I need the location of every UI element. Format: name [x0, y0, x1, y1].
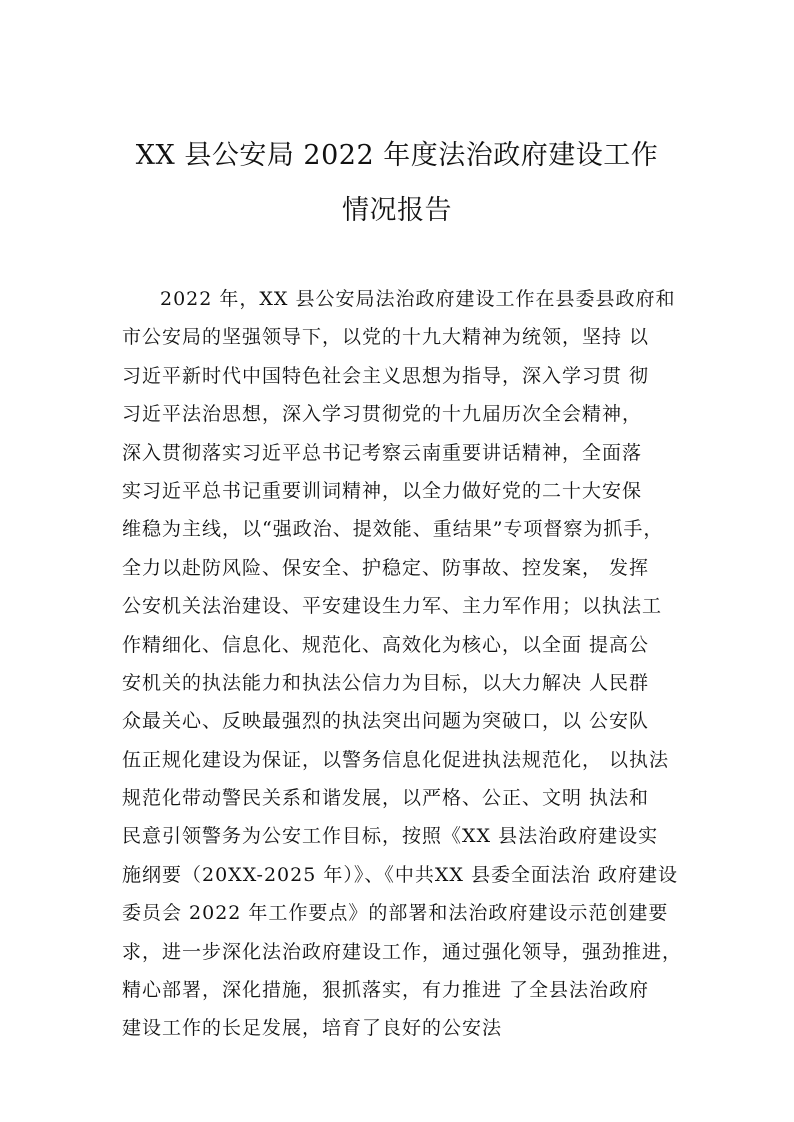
body-line: 习近平法治思想，深入学习贯彻党的十九届历次全会精神，	[122, 403, 643, 426]
body-line: 安机关的执法能力和执法公信力为目标，以大力解决 人民群	[122, 671, 650, 694]
report-body	[122, 280, 722, 1048]
document-title-line-1: XX 县公安局 2022 年度法治政府建设工作	[135, 140, 659, 171]
body-line: 习近平新时代中国特色社会主义思想为指导，深入学习贯 彻	[122, 364, 650, 387]
body-line: 众最关心、反映最强烈的执法突出问题为突破口，以 公安队	[122, 710, 650, 733]
body-line: 伍正规化建设为保证，以警务信息化促进执法规范化， 以执法	[122, 748, 670, 771]
body-line: 公安机关法治建设、平安建设生力军、主力军作用；以执法工	[122, 595, 663, 618]
body-line: 作精细化、信息化、规范化、高效化为核心，以全面 提高公	[122, 633, 650, 656]
body-line: 2022 年，XX 县公安局法治政府建设工作在县委县政府和	[160, 288, 676, 310]
body-line: 精心部署，深化措施，狠抓落实，有力推进 了全县法治政府	[122, 979, 650, 1002]
body-line: 求，进一步深化法治政府建设工作，通过强化领导，强劲推进，	[122, 940, 683, 963]
body-line: 实习近平总书记重要训词精神，以全力做好党的二十大安保	[122, 479, 643, 502]
body-line: 委员会 2022 年工作要点》的部署和法治政府建设示范创建要	[122, 902, 669, 925]
body-line: 施纲要（20XX-2025 年）》、《中共XX 县委全面法治 政府建设	[122, 863, 678, 886]
body-line: 市公安局的坚强领导下，以党的十九大精神为统领，坚持 以	[122, 326, 650, 349]
document-title-line-2: 情况报告	[342, 195, 452, 226]
body-line: 规范化带动警民关系和谐发展，以严格、公正、文明 执法和	[122, 787, 650, 810]
body-line: 民意引领警务为公安工作目标，按照《XX 县法治政府建设实	[122, 825, 659, 848]
body-line: 全力以赴防风险、保安全、护稳定、防事故、控发案， 发挥	[122, 556, 650, 579]
body-line: 建设工作的长足发展，培育了良好的公安法	[122, 1017, 503, 1040]
body-line: 维稳为主线，以“强政治、提效能、重结果”专项督察为抓手，	[122, 518, 664, 541]
body-line: 深入贯彻落实习近平总书记考察云南重要讲话精神，全面落	[122, 441, 643, 464]
